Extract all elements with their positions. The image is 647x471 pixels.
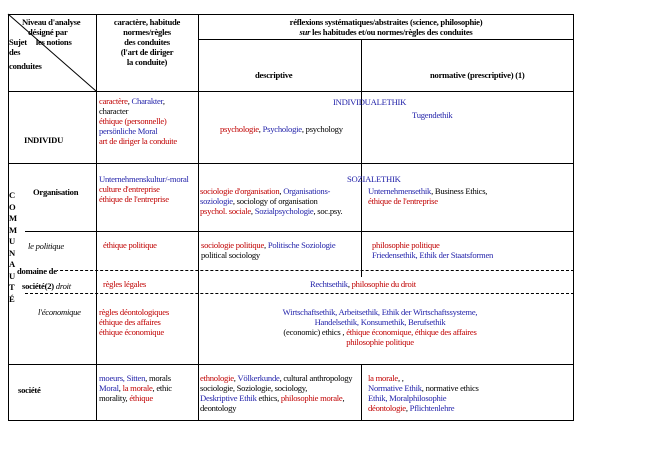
cell-line <box>372 240 493 250</box>
text-segment: moeurs, Sitten <box>99 373 146 383</box>
text-segment: , <box>279 186 284 196</box>
text-segment: , psychology <box>301 124 343 134</box>
text-segment: Charakter <box>131 96 163 106</box>
cell-line <box>368 373 479 383</box>
cell-line <box>200 403 352 413</box>
politique-desc-cell <box>201 240 335 260</box>
cell-line <box>99 106 177 116</box>
text-segment: (economic) ethics , <box>283 327 347 337</box>
societe2-droit-label: société(2) droit <box>22 281 71 291</box>
economique-col1-cell <box>99 307 169 337</box>
text-segment: psychologie <box>220 124 259 134</box>
corner-bottom-label: des conduites <box>9 47 42 71</box>
economique-span-cell <box>230 307 530 347</box>
communaute-vertical-label: C O M M U N A U T É <box>9 190 17 304</box>
text-segment: philosophie politique <box>346 337 414 347</box>
cell-line <box>201 240 335 250</box>
text-segment: morality, <box>99 393 130 403</box>
text-segment: sociologie, Soziologie, sociology, <box>200 383 308 393</box>
cell-line <box>201 250 335 260</box>
text-segment: persönliche Moral <box>99 126 158 136</box>
cell-line <box>99 383 172 393</box>
text-segment: éthique politique <box>103 240 157 250</box>
cell-line <box>99 373 172 383</box>
text-segment: Rechtsethik <box>310 279 348 289</box>
individu-label: INDIVIDU <box>24 135 64 145</box>
text-segment: , <box>118 383 123 393</box>
text-segment: , <box>127 96 132 106</box>
cell-line <box>368 383 479 393</box>
sozialethik-label: SOZIALETHIK <box>347 174 401 184</box>
text-segment: , soc.psy. <box>313 206 343 216</box>
text-segment: political sociology <box>201 250 260 260</box>
societe-desc-cell <box>200 373 352 413</box>
politique-norm-cell <box>372 240 493 260</box>
text-segment: Friedensethik, Ethik der Staatsformen <box>372 250 494 260</box>
col1-header: caractère, habitude normes/règles des conduites (l'art de diriger la conduite) <box>113 17 181 67</box>
text-segment: éthique de l'entreprise <box>99 194 169 204</box>
text-segment: , <box>347 279 352 289</box>
cell-line <box>230 307 530 317</box>
text-segment: , morals <box>145 373 171 383</box>
cell-line <box>99 393 172 403</box>
text-segment: deontology <box>200 403 237 413</box>
text-segment: , <box>233 373 238 383</box>
cell-line <box>99 194 189 204</box>
text-segment: sociologie politique <box>201 240 265 250</box>
text-segment: culture d'entreprise <box>99 184 160 194</box>
cell-line <box>99 126 177 136</box>
text-segment: Moral <box>99 383 119 393</box>
corner-top-label: Niveau d'analyse désigné par <box>22 17 81 37</box>
cell-line <box>368 186 487 196</box>
cell-line <box>200 186 342 196</box>
politique-col1-cell <box>103 240 157 250</box>
text-segment: , sociology of organisation <box>232 196 318 206</box>
text-segment: règles légales <box>103 279 147 289</box>
text-segment: déontologie <box>368 403 406 413</box>
text-segment: philosophie morale <box>280 393 343 403</box>
organisation-label: Organisation <box>33 187 79 197</box>
cell-line <box>200 206 342 216</box>
text-segment: philosophie politique <box>372 240 440 250</box>
economique-label: l'économique <box>38 307 81 317</box>
text-segment: , ethic <box>152 383 172 393</box>
cell-line <box>99 136 177 146</box>
text-segment: Ethik, Moralphilosophie <box>368 393 447 403</box>
cell-line <box>368 196 487 206</box>
text-segment: la morale <box>122 383 153 393</box>
text-segment: soziologie <box>200 196 233 206</box>
text-segment: Wirtschaftsethik, Arbeitsethik, Ethik der Wirtschaftssysteme, <box>282 307 478 317</box>
cell-line <box>99 327 169 337</box>
cell-line <box>200 373 352 383</box>
text-segment: psychol. sociale <box>200 206 251 216</box>
corner-sujet-label: Sujet les notions <box>9 37 72 47</box>
text-segment: éthique économique, éthique des affaires <box>346 327 477 337</box>
text-segment: la morale <box>368 373 398 383</box>
text-segment: art de diriger la conduite <box>99 136 177 146</box>
individu-col1-cell <box>99 96 177 146</box>
cell-line <box>99 174 189 184</box>
text-segment: , , <box>397 373 404 383</box>
organisation-col1-cell <box>99 174 189 204</box>
text-segment: , Business Ethics, <box>431 186 488 196</box>
organisation-norm-cell <box>368 186 487 206</box>
text-segment: philosophie du droit <box>351 279 416 289</box>
text-segment: , <box>342 393 345 403</box>
text-segment: , <box>264 240 268 250</box>
text-segment: éthique (personnelle) <box>99 116 167 126</box>
text-segment: ethnologie <box>200 373 234 383</box>
text-segment: Völkerkunde <box>237 373 280 383</box>
domaine-de-label: domaine de <box>17 266 57 276</box>
text-segment: , <box>258 124 263 134</box>
cell-line <box>99 307 169 317</box>
cell-line <box>230 327 530 337</box>
text-segment: , cultural anthropology <box>279 373 353 383</box>
text-segment: Deskriptive Ethik <box>200 393 257 403</box>
societe-label: société <box>18 385 41 395</box>
text-segment: , <box>250 206 255 216</box>
text-segment: Politische Soziologie <box>267 240 336 250</box>
text-segment: , <box>162 96 165 106</box>
cell-line <box>368 393 479 403</box>
normative-header: normative (prescriptive) (1) <box>430 70 525 80</box>
text-segment: éthique de l'entreprise <box>368 196 438 206</box>
text-segment: Unternehmenskultur/-moral <box>99 174 189 184</box>
cell-line <box>372 250 493 260</box>
text-segment: Organisations- <box>283 186 331 196</box>
societe-col1-cell <box>99 373 172 403</box>
text-segment: , <box>405 403 410 413</box>
individualethik-label: INDIVIDUALETHIK <box>333 97 407 107</box>
cell-line <box>200 383 352 393</box>
text-segment: éthique <box>129 393 153 403</box>
cell-line <box>200 196 342 206</box>
text-segment: character <box>99 106 129 116</box>
text-segment: Sozialpsychologie <box>254 206 314 216</box>
cell-line <box>368 403 479 413</box>
cell-line <box>99 317 169 327</box>
le-politique-label: le politique <box>28 241 64 251</box>
tugendethik-label: Tugendethik <box>412 110 453 120</box>
text-segment: caractère <box>99 96 128 106</box>
cell-line <box>99 116 177 126</box>
text-segment: Unternehmensethik <box>368 186 432 196</box>
col2-header: réflexions systématiques/abstraites (science, philosophie) sur les habitudes et/ou normes/règles des conduites <box>289 17 483 37</box>
text-segment: , normative ethics <box>421 383 479 393</box>
text-segment: Handelsethik, Konsumethik, Berufsethik <box>314 317 446 327</box>
societe-norm-cell <box>368 373 479 413</box>
descriptive-header: descriptive <box>255 70 293 80</box>
cell-line <box>99 184 189 194</box>
organisation-desc-cell <box>200 186 342 216</box>
individu-psych-line <box>220 124 343 134</box>
text-segment: ethics, <box>256 393 281 403</box>
droit-col1-cell <box>103 279 146 289</box>
text-segment: Pflichtenlehre <box>409 403 455 413</box>
text-segment: Psychologie <box>262 124 302 134</box>
text-segment: éthique économique <box>99 327 164 337</box>
cell-line <box>99 96 177 106</box>
text-segment: sociologie d'organisation <box>200 186 280 196</box>
cell-line <box>230 337 530 347</box>
cell-line <box>200 393 352 403</box>
cell-line <box>230 317 530 327</box>
droit-span-cell <box>310 279 416 289</box>
text-segment: règles déontologiques <box>99 307 169 317</box>
text-segment: Normative Ethik <box>368 383 422 393</box>
text-segment: éthique des affaires <box>99 317 161 327</box>
